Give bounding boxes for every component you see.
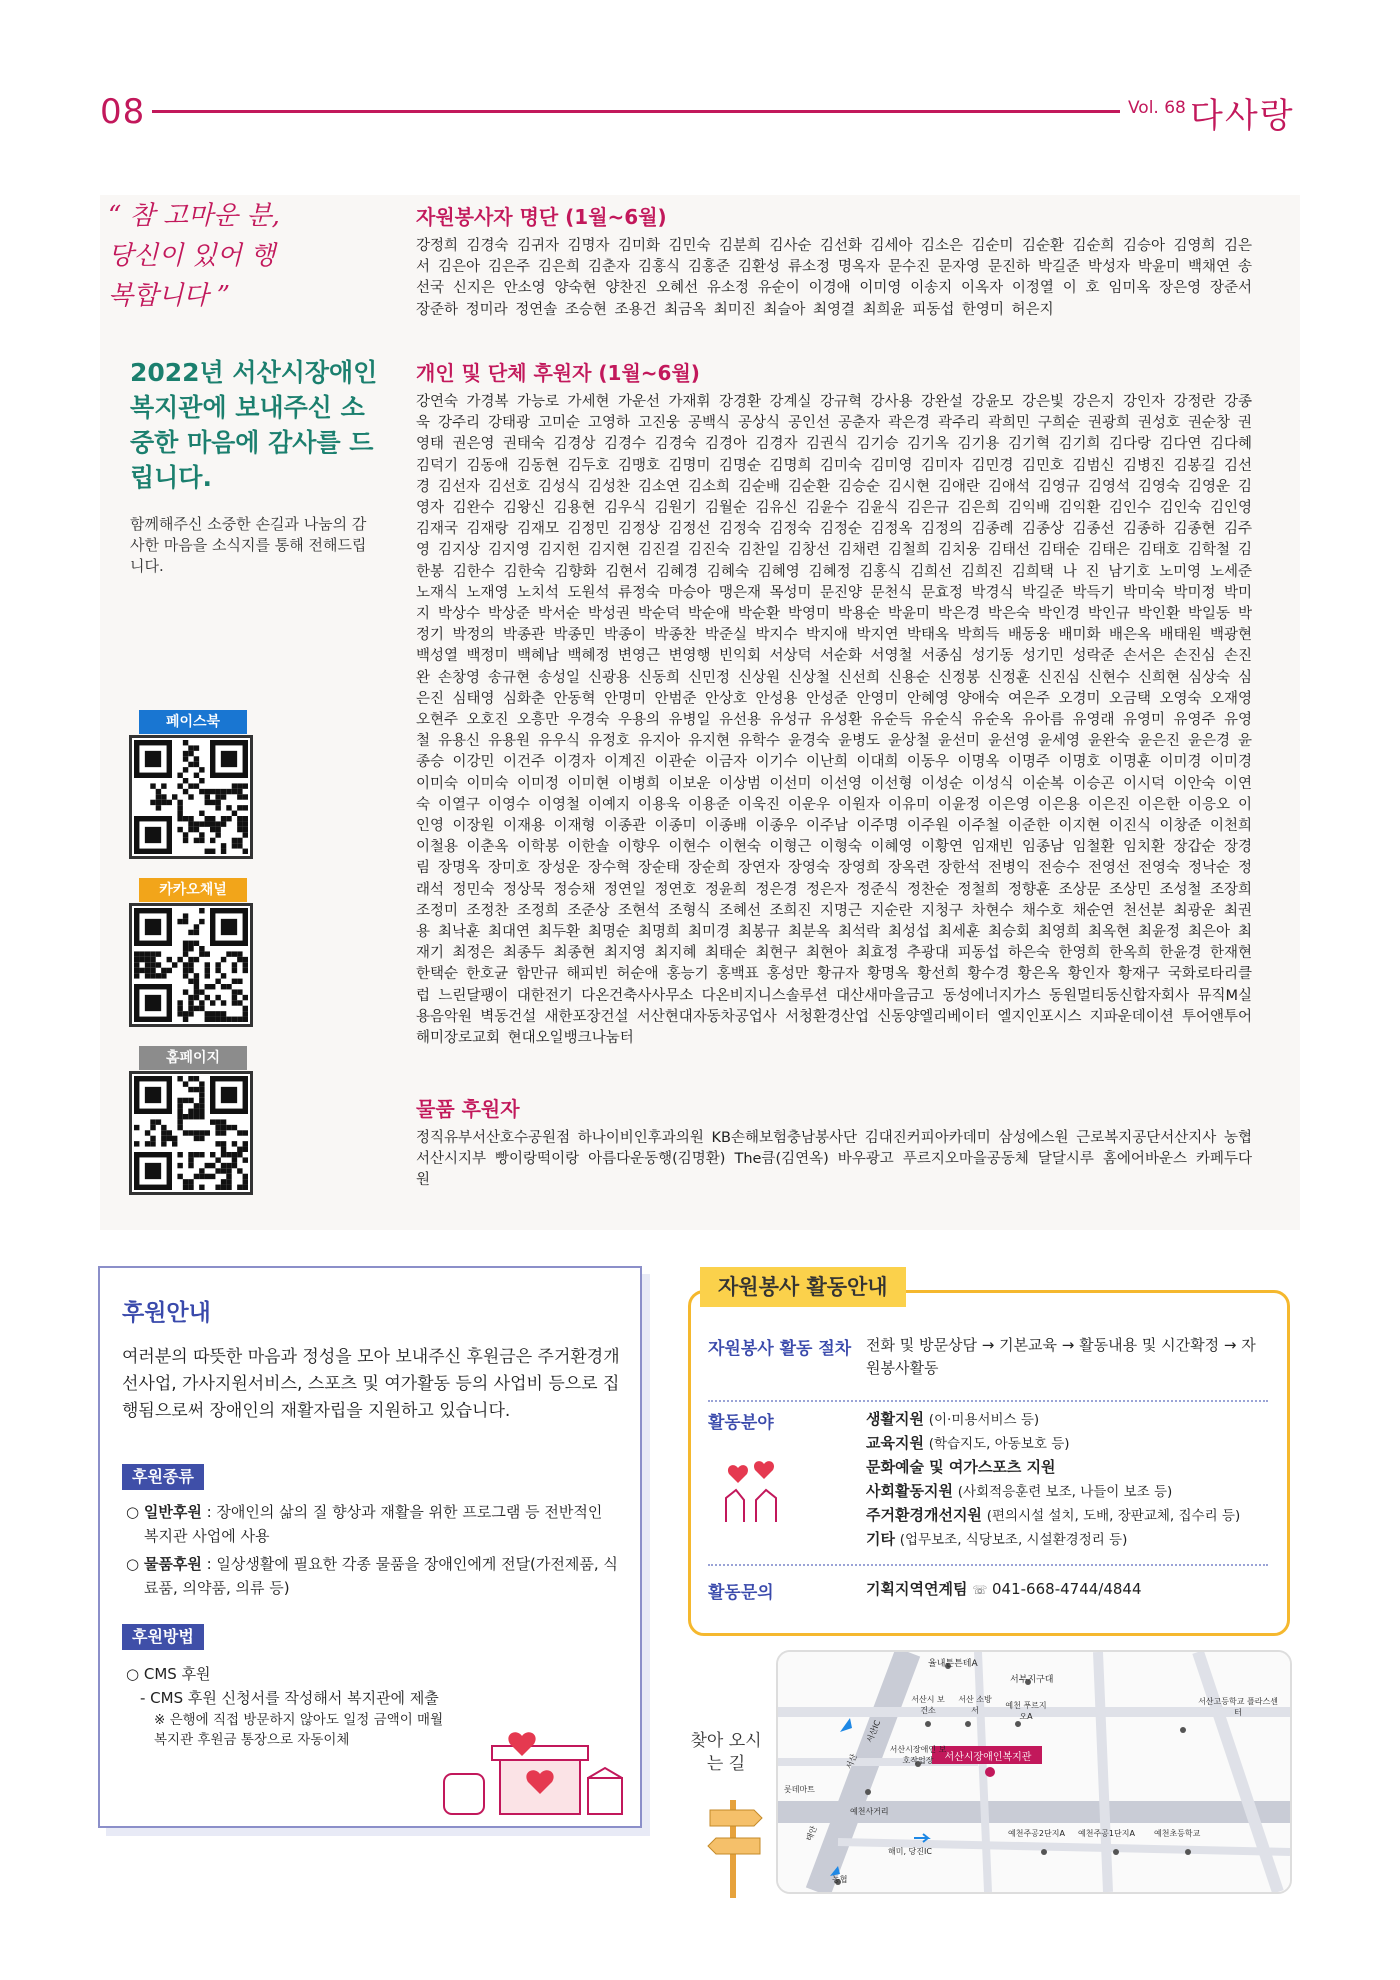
divider bbox=[708, 1564, 1268, 1566]
map-label: 해미, 당진IC bbox=[888, 1847, 932, 1856]
volunteer-contact bbox=[866, 1578, 1266, 1602]
volunteer-process-label: 자원봉사 활동 절차 bbox=[708, 1339, 852, 1359]
cms-title-text: CMS 후원 bbox=[143, 1665, 211, 1683]
field-name: 교육지원 bbox=[866, 1434, 924, 1452]
facebook-qr-icon[interactable] bbox=[132, 738, 250, 856]
field-item bbox=[866, 1456, 1266, 1480]
goods-list-title: 물품 후원자 bbox=[416, 1097, 520, 1121]
giving-type-general: ○ 일반후원 : 장애인의 삶의 질 향상과 재활을 위한 프로그램 등 전반적인 복지관 사업에 사용 bbox=[126, 1503, 603, 1545]
directions-label: 찾아 오시는 길 bbox=[690, 1731, 762, 1774]
giving-guide-title: 후원안내 bbox=[122, 1300, 211, 1326]
field-detail: (사회적응훈련 보조, 나들이 보조 등) bbox=[957, 1484, 1173, 1500]
cms-text: - CMS 후원 신청서를 작성해서 복지관에 제출 bbox=[140, 1689, 439, 1707]
volunteer-guide-title: 자원봉사 활동안내 bbox=[700, 1267, 906, 1307]
giving-types-list bbox=[126, 1500, 620, 1604]
field-name: 문화예술 및 여가스포츠 지원 bbox=[866, 1458, 1056, 1476]
phone-icon: ☏ bbox=[972, 1583, 988, 1597]
field-name: 사회활동지원 bbox=[866, 1482, 953, 1500]
volunteer-contact-label: 활동문의 bbox=[708, 1583, 774, 1603]
giving-type-goods-name: 물품후원 bbox=[143, 1555, 202, 1573]
divider bbox=[708, 1400, 1268, 1402]
homepage-label: 홈페이지 bbox=[139, 1046, 247, 1070]
field-detail: (학습지도, 아동보호 등) bbox=[928, 1436, 1070, 1452]
map-label: 서부지구대 bbox=[1010, 1675, 1054, 1685]
volume-label: Vol. 68 bbox=[1128, 98, 1186, 118]
map-label: 농협 bbox=[832, 1875, 848, 1884]
giving-type-general-text: : 장애인의 삶의 질 향상과 재활을 위한 프로그램 등 전반적인 복지관 사업에 사용 bbox=[144, 1503, 603, 1545]
signpost-icon bbox=[700, 1790, 770, 1900]
field-detail: (이·미용서비스 등) bbox=[928, 1412, 1040, 1428]
field-item bbox=[866, 1432, 1266, 1456]
homepage-qr-block[interactable] bbox=[132, 1046, 254, 1196]
volunteer-field-list bbox=[866, 1408, 1266, 1552]
map-destination-label: 서산시장애인복지관 bbox=[944, 1752, 1032, 1763]
contact-phone[interactable]: 041-668-4744/4844 bbox=[992, 1580, 1142, 1598]
donor-list-title: 개인 및 단체 후원자 (1월~6월) bbox=[416, 361, 700, 385]
map-label: 예천주공1단지A bbox=[1078, 1829, 1135, 1838]
map-label: 서산 bbox=[844, 1752, 859, 1771]
goods-list bbox=[416, 1093, 1252, 1192]
map-label: 예천사거리 bbox=[850, 1807, 889, 1816]
map-label: 서산IC bbox=[865, 1718, 883, 1745]
magazine-logo: 다사랑 bbox=[1190, 96, 1295, 136]
giving-guide-description: 여러분의 따뜻한 마음과 정성을 모아 보내주신 후원금은 주거환경개선사업, 가사지원서비스, 스포츠 및 여가활동 등의 사업비 등으로 집행됨으로써 장애인의 재활자립을 지원하고 있습니다. bbox=[122, 1347, 620, 1421]
volunteer-list bbox=[416, 201, 1252, 321]
field-detail: (업무보조, 식당보조, 시설환경정리 등) bbox=[899, 1532, 1128, 1548]
map-label: 율내튼튼테A bbox=[928, 1659, 978, 1669]
kakao-qr-block[interactable] bbox=[132, 878, 254, 1028]
volunteer-names: 강정희 김경숙 김귀자 김명자 김미화 김민숙 김분희 김사순 김선화 김세아 김소은 김순미 김순환 김순희 김승아 김영희 김은서 김은아 김은주 김은희 김춘자 김홍식 김홍준 김환성 류소정 명옥자 문수진 문자영 문진하 박길준 박성자 박윤미 백채연 송선국 신지은 안소영 양숙현 양찬진 오혜선 유소정 유순이 이경애 이미영 이송지 이옥자 이정열 이 호 임미옥 장은영 장준서 장준하 정미라 정연솔 조승현 조용건 최금옥 최미진 최슬아 최영결 최희윤 피동섭 한영미 허은지 bbox=[416, 238, 1252, 318]
page-number: 08 bbox=[100, 92, 146, 132]
facebook-qr-block[interactable] bbox=[132, 710, 254, 860]
map-label: 태안 bbox=[804, 1824, 819, 1843]
thanks-text: 함께해주신 소중한 손길과 나눔의 감사한 마음을 소식지를 통해 전해드립니다. bbox=[130, 515, 367, 575]
field-item bbox=[866, 1504, 1266, 1528]
field-name: 생활지원 bbox=[866, 1410, 924, 1428]
volunteer-process-text: 전화 및 방문상담 → 기본교육 → 활동내용 및 시간확정 → 자원봉사활동 bbox=[866, 1336, 1256, 1377]
donor-list bbox=[416, 357, 1252, 1049]
map-label: 예천 푸르지오A bbox=[1005, 1701, 1047, 1721]
map-label: 예천초등학교 bbox=[1154, 1829, 1201, 1838]
map-label: 서산 소방서 bbox=[958, 1695, 992, 1715]
location-map[interactable] bbox=[776, 1650, 1292, 1894]
giving-method-label: 후원방법 bbox=[122, 1624, 204, 1650]
map-label: 롯데마트 bbox=[784, 1785, 815, 1794]
giving-type-goods: ○ 물품후원 : 일상생활에 필요한 각종 물품을 장애인에게 전달(가전제품, 식료품, 의약품, 의류 등) bbox=[126, 1555, 618, 1597]
facebook-label: 페이스북 bbox=[139, 710, 247, 734]
donor-names: 강연숙 가경복 가능로 가세현 가운선 가재휘 강경환 강계실 강규혁 강사용 강완설 강윤모 강은빛 강은지 강인자 강정란 강종욱 강주리 강태광 고미순 고영하 고진웅 공백식 공상식 공인선 공춘자 곽은경 곽주리 곽희민 구희순 권광희 권성호 권순창 권영태 권은영 권태숙 김경상 김경수 김경숙 김경아 김경자 김권식 김기승 김기옥 김기용 김기혁 김기희 김다랑 김다연 김다혜 김덕기 김동애 김동현 김두호 김맹호 김명미 김명순 김명희 김미숙 김미영 김미자 김민경 김민호 김범신 김병진 김봉길 김선경 김선자 김선호 김성식 김성찬 김소연 김소희 김순배 김순환 김승순 김시현 김애란 김애석 김영규 김영석 김영숙 김영운 김영자 김완수 김왕신 김용현 김우식 김원기 김월순 김유신 김윤수 김윤식 김은규 김은희 김익배 김익환 김인수 김인숙 김인영 김재국 김재랑 김재모 김정민 김정상 김정선 김정숙 김정숙 김정순 김정옥 김정의 김종례 김종상 김종선 김종하 김종현 김주영 김지상 김지영 김지헌 김지현 김진걸 김진숙 김찬일 김창선 김채련 김철희 김치웅 김태선 김태순 김태은 김태호 김학철 김한봉 김한수 김한숙 김향화 김현서 김혜경 김혜숙 김혜영 김혜정 김홍식 김희선 김희진 김희택 나 진 남기호 노미영 노세준 노재식 노재영 노치석 도원석 류정숙 마승아 맹은재 목성미 문진양 문천식 문효정 박경식 박길준 박득기 박미숙 박미정 박미지 박상수 박상준 박서순 박성권 박순덕 박순애 박순환 박영미 박용순 박윤미 박은경 박은숙 박인경 박인규 박인환 박일동 박정기 박정의 박종관 박종민 박종이 박종찬 박준실 박지수 박지애 박지연 박태옥 박희득 배동웅 배미화 배은옥 배태원 백광현 백성열 백정미 백혜남 백혜정 변영근 변영행 빈익회 서상덕 서순화 서영철 서종심 성기동 성기민 성락준 손서은 손진심 손진완 손창영 송규현 송성일 신광용 신동희 신민정 신상원 신상철 신선희 신용순 신정봉 신정훈 신진심 신현수 신희현 심상숙 심은진 심태영 심화춘 안동혁 안명미 안범준 안상호 안성용 안성준 안영미 안혜영 양애숙 여은주 오경미 오금택 오영숙 오재영 오현주 오호진 오흥만 우경숙 우용의 유병일 유선용 유성규 유성환 유순득 유순식 유순옥 유아름 유영래 유영미 유영주 유영철 유용신 유용원 유우식 유정호 유지아 유지현 유학수 윤경숙 윤병도 윤상철 윤선미 윤선영 윤세영 윤완숙 윤은진 윤은경 윤종승 이강민 이건주 이경자 이계진 이관순 이금자 이기수 이난희 이대희 이동우 이명옥 이명주 이명호 이명훈 이미경 이미경 이미숙 이미숙 이미정 이미현 이병희 이보운 이상범 이선미 이선영 이선형 이성순 이성식 이순복 이승곤 이시덕 이안숙 이연숙 이열구 이영수 이영철 이예지 이용욱 이용준 이욱진 이운우 이원자 이유미 이윤정 이은영 이은용 이은진 이은한 이응오 이인영 이장원 이재용 이재형 이종관 이종미 이종배 이종우 이주남 이주명 이주원 이주철 이준한 이지현 이진식 이창준 이천희 이철용 이춘옥 이학봉 이한솔 이향우 이현수 이현숙 이형근 이형숙 이혜영 이황연 임재빈 임종남 임철환 임치환 장갑순 장경림 장명옥 장미호 장성운 장수혁 장순태 장순희 장연자 장영숙 장영희 장옥련 장한석 전병익 전승수 전영선 전영숙 정낙순 정래석 정민숙 정상묵 정승채 정연일 정연호 정윤희 정은경 정은자 정준식 정찬순 정철희 정향훈 조상문 조상민 조성철 조장희 조정미 조정찬 조정희 조준상 조현석 조형식 조혜선 조희진 지명근 지순란 지청구 차현수 채수호 채순연 천선분 최광운 최권용 최낙훈 최대연 최두환 최명순 최명희 최미경 최봉규 최분옥 최석락 최성섭 최세훈 최승회 최영희 최옥현 최윤정 최은아 최재기 최정은 최종두 최종현 최지영 최지혜 최태순 최현구 최현아 최효정 추광대 피동섭 하은숙 한영희 한옥희 한윤경 한재현 한택순 한호균 함만규 해피빈 허순애 홍능기 홍백표 홍성만 황규자 황명옥 황선희 황수경 황은옥 황인자 황재구 국화로타리클럽 느린달팽이 대한전기 다온건축사사무소 다온비지니스솔루션 대산새마을금고 동성에너지가스 동원멀티동신합자회사 뮤직M실용음악원 벽동건설 새한포장건설 서산현대자동차공업사 서청환경산업 신동양엘리베이터 엘지인포시스 지파운데이션 투어앤투어 해미장로교회 현대오일뱅크나눔터 bbox=[416, 394, 1252, 1047]
field-detail: (편의시설 설치, 도배, 장판교체, 집수리 등) bbox=[986, 1508, 1241, 1524]
map-label: 서산시 보건소 bbox=[911, 1695, 945, 1715]
kakao-label: 카카오채널 bbox=[139, 878, 247, 902]
giving-type-general-name: 일반후원 bbox=[143, 1503, 202, 1521]
cms-title: ○ CMS 후원 bbox=[126, 1665, 211, 1683]
thanks-quote: “ 참 고마운 분, 당신이 있어 행복합니다 ” bbox=[108, 201, 280, 311]
volunteer-list-title: 자원봉사자 명단 (1월~6월) bbox=[416, 205, 667, 229]
cms-note: ※ 은행에 직접 방문하지 않아도 일정 금액이 매월 복지관 후원금 통장으로 자동이체 bbox=[154, 1712, 444, 1748]
map-label: 예천주공2단지A bbox=[1008, 1829, 1065, 1838]
field-name: 주거환경개선지원 bbox=[866, 1506, 982, 1524]
field-name: 기타 bbox=[866, 1530, 895, 1548]
thanks-title: 2022년 서산시장애인복지관에 보내주신 소중한 마음에 감사를 드립니다. bbox=[130, 358, 378, 492]
helping-hands-icon bbox=[718, 1454, 788, 1524]
giving-type-goods-text: : 일상생활에 필요한 각종 물품을 장애인에게 전달(가전제품, 식료품, 의약품, 의류 등) bbox=[144, 1555, 618, 1597]
homepage-qr-icon[interactable] bbox=[132, 1074, 250, 1192]
map-roads bbox=[778, 1652, 1290, 1892]
map-label: 서산시장애인 보호작업장 bbox=[889, 1745, 947, 1765]
donation-box-icon bbox=[430, 1716, 630, 1816]
goods-names: 정직유부서산호수공원점 하나이비인후과의원 KB손해보험충남봉사단 김대진커피아카데미 삼성에스원 근로복지공단서산지사 농협서산시지부 빵이랑떡이랑 아름다운동행(김명환) The큼(김연옥) 바우광고 푸르지오마을공동체 달달시루 홈에어바운스 카페두다원 bbox=[416, 1130, 1252, 1189]
giving-types-label: 후원종류 bbox=[122, 1464, 204, 1490]
giving-guide-box bbox=[98, 1266, 642, 1828]
kakao-qr-icon[interactable] bbox=[132, 906, 250, 1024]
field-item bbox=[866, 1408, 1266, 1432]
header-rule bbox=[152, 110, 1120, 113]
field-item bbox=[866, 1480, 1266, 1504]
giving-method-list bbox=[126, 1662, 446, 1750]
field-item bbox=[866, 1528, 1266, 1552]
contact-team: 기획지역연계팀 bbox=[866, 1580, 968, 1598]
map-label: 서산고등학교 플라스센터 bbox=[1198, 1697, 1278, 1717]
volunteer-field-label: 활동분야 bbox=[708, 1413, 774, 1433]
